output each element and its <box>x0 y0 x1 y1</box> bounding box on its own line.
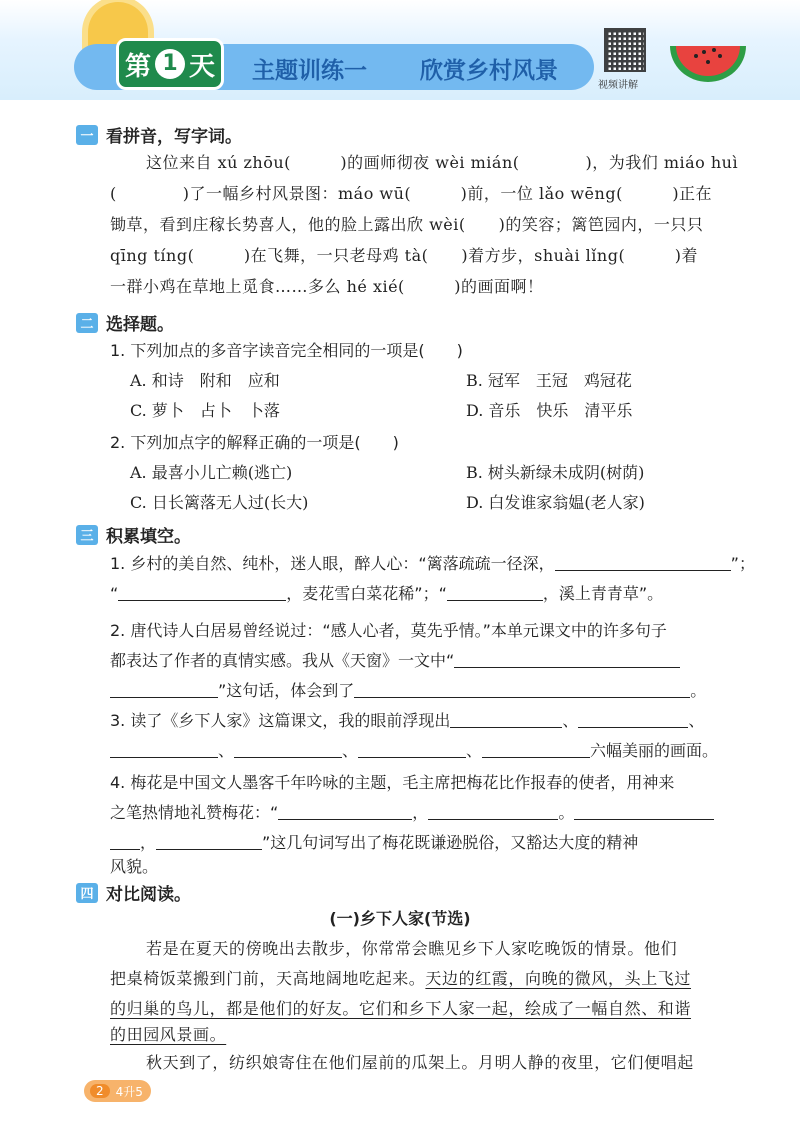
section-1-title: 看拼音，写字词。 <box>106 127 242 147</box>
passage-text: 把桌椅饭菜搬到门前，天高地阔地吃起来。 <box>110 969 426 988</box>
passage-line-5: 秋天到了，纺织娘寄住在他们屋前的瓜架上。月明人静的夜里，它们便唱起 <box>146 1053 694 1072</box>
answer-blank[interactable] <box>354 681 690 698</box>
fill-item-2-line-3: ”这句话，体会到了 。 <box>110 678 706 701</box>
fill-text: 之笔热情地礼赞梅花：“ <box>110 803 279 822</box>
section-2-title: 选择题。 <box>106 315 174 335</box>
fill-text: 3. 读了《乡下人家》这篇课文，我的眼前浮现出 <box>110 711 451 730</box>
fill-text: ”这几句词写出了梅花既谦逊脱俗，又豁达大度的精神 <box>262 833 639 852</box>
option-b: B. 树头新绿未成阴(树荫) <box>466 463 645 482</box>
answer-blank[interactable] <box>578 711 688 728</box>
qr-label: 视频讲解 <box>598 80 638 91</box>
day-number: 1 <box>155 49 185 79</box>
section-2-heading <box>76 310 174 335</box>
question-2-2: 2. 下列加点字的解释正确的一项是( ) <box>110 433 399 452</box>
section-3-title: 积累填空。 <box>106 527 191 547</box>
question-2-1: 1. 下列加点的多音字读音完全相同的一项是( ) <box>110 341 463 360</box>
option-c: C. 日长篱落无人过(长大) <box>130 493 309 512</box>
answer-blank[interactable] <box>482 741 590 758</box>
fill-item-4-line-4: 风貌。 <box>110 857 159 876</box>
section-4-title: 对比阅读。 <box>106 885 191 905</box>
passage-line-2 <box>110 966 691 989</box>
fill-item-4-line-2: 之笔热情地礼赞梅花：“ ， 。 <box>110 800 714 823</box>
pinyin-line-1: 这位来自 xú zhōu( )的画师彻夜 wèi mián( )，为我们 miáo huì <box>146 153 739 172</box>
fill-item-2-line-1: 2. 唐代诗人白居易曾经说过：“感人心者，莫先乎情。”本单元课文中的许多句子 <box>110 621 667 640</box>
option-b: B. 冠军 王冠 鸡冠花 <box>466 371 632 390</box>
answer-blank[interactable] <box>278 803 412 820</box>
section-number-icon: 三 <box>76 525 98 545</box>
section-1-heading <box>76 122 242 147</box>
fill-item-1-line-1: 1. 乡村的美自然、纯朴，迷人眼，醉人心：“篱落疏疏一径深， ”； <box>110 554 755 573</box>
page-footer-badge <box>84 1080 151 1102</box>
fill-text: 1. 乡村的美自然、纯朴，迷人眼，醉人心：“篱落疏疏一径深， <box>110 554 555 573</box>
fill-text: ，溪上青青草”。 <box>542 584 664 603</box>
pinyin-line-3: 锄草，看到庄稼长势喜人，他的脸上露出欣 wèi( )的笑容；篱笆园内，一只只 <box>110 215 704 234</box>
answer-blank[interactable] <box>110 833 140 850</box>
passage-line-1: 若是在夏天的傍晚出去散步，你常常会瞧见乡下人家吃晚饭的情景。他们 <box>146 939 678 958</box>
answer-blank[interactable] <box>118 584 286 601</box>
section-3-heading <box>76 522 191 547</box>
answer-blank[interactable] <box>454 651 680 668</box>
option-a: A. 最喜小儿亡赖(逃亡) <box>130 463 293 482</box>
day-suffix: 天 <box>189 51 216 82</box>
section-number-icon: 四 <box>76 883 98 903</box>
section-number-icon: 二 <box>76 313 98 333</box>
answer-blank[interactable] <box>358 741 466 758</box>
day-prefix: 第 <box>124 51 151 82</box>
fill-item-2-line-2 <box>110 648 680 671</box>
section-4-heading <box>76 880 191 905</box>
fill-item-4-line-3: ， ”这几句词写出了梅花既谦逊脱俗，又豁达大度的精神 <box>110 830 638 853</box>
theme-label: 主题训练一 <box>252 58 367 84</box>
answer-blank[interactable] <box>110 741 218 758</box>
fill-text: ，麦花雪白菜花稀”；“ <box>286 584 447 603</box>
answer-blank[interactable] <box>156 833 262 850</box>
answer-blank[interactable] <box>234 741 342 758</box>
pinyin-line-2: ( )了一幅乡村风景图：máo wū( )前，一位 lǎo wēng( )正在 <box>110 184 713 203</box>
grade-label: 4升5 <box>115 1084 143 1099</box>
fill-item-3-line-2: 、 、 、 六幅美丽的画面。 <box>110 738 718 761</box>
fill-item-4-line-1: 4. 梅花是中国文人墨客千年吟咏的主题，毛主席把梅花比作报春的使者，用神来 <box>110 773 675 792</box>
option-d: D. 白发谁家翁媪(老人家) <box>466 493 645 512</box>
page-number: 2 <box>90 1084 110 1098</box>
pinyin-line-5: 一群小鸡在草地上觅食……多么 hé xié( )的画面啊！ <box>110 277 544 296</box>
fill-item-3-line-1: 3. 读了《乡下人家》这篇课文，我的眼前浮现出 、 、 <box>110 711 705 730</box>
fill-text: 都表达了作者的真情实感。我从《天窗》一文中“ <box>110 651 455 670</box>
passage-line-3: 的归巢的鸟儿，都是他们的好友。它们和乡下人家一起，绘成了一幅自然、和谐 <box>110 999 692 1018</box>
fill-item-1-line-2 <box>110 581 663 604</box>
answer-blank[interactable] <box>447 584 543 601</box>
page-title: 欣赏乡村风景 <box>420 58 558 84</box>
fill-text: “ <box>110 584 119 603</box>
pinyin-line-4: qīng tíng( )在飞舞，一只老母鸡 tà( )着方步，shuài lǐng( )着 <box>110 246 698 265</box>
option-c: C. 萝卜 占卜 卜落 <box>130 401 280 420</box>
option-a: A. 和诗 附和 应和 <box>130 371 280 390</box>
fill-text: ”这句话，体会到了 <box>218 681 355 700</box>
answer-blank[interactable] <box>428 803 558 820</box>
answer-blank[interactable] <box>110 681 218 698</box>
passage-title: (一)乡下人家(节选) <box>329 909 471 928</box>
passage-line-4: 的田园风景画。 <box>110 1025 227 1044</box>
answer-blank[interactable] <box>574 803 714 820</box>
answer-blank[interactable] <box>450 711 562 728</box>
answer-blank[interactable] <box>555 554 731 571</box>
option-d: D. 音乐 快乐 清平乐 <box>466 401 633 420</box>
underlined-text: 天边的红霞，向晚的微风，头上飞过 <box>425 969 692 988</box>
section-number-icon: 一 <box>76 125 98 145</box>
fill-text: 六幅美丽的画面。 <box>590 741 719 760</box>
